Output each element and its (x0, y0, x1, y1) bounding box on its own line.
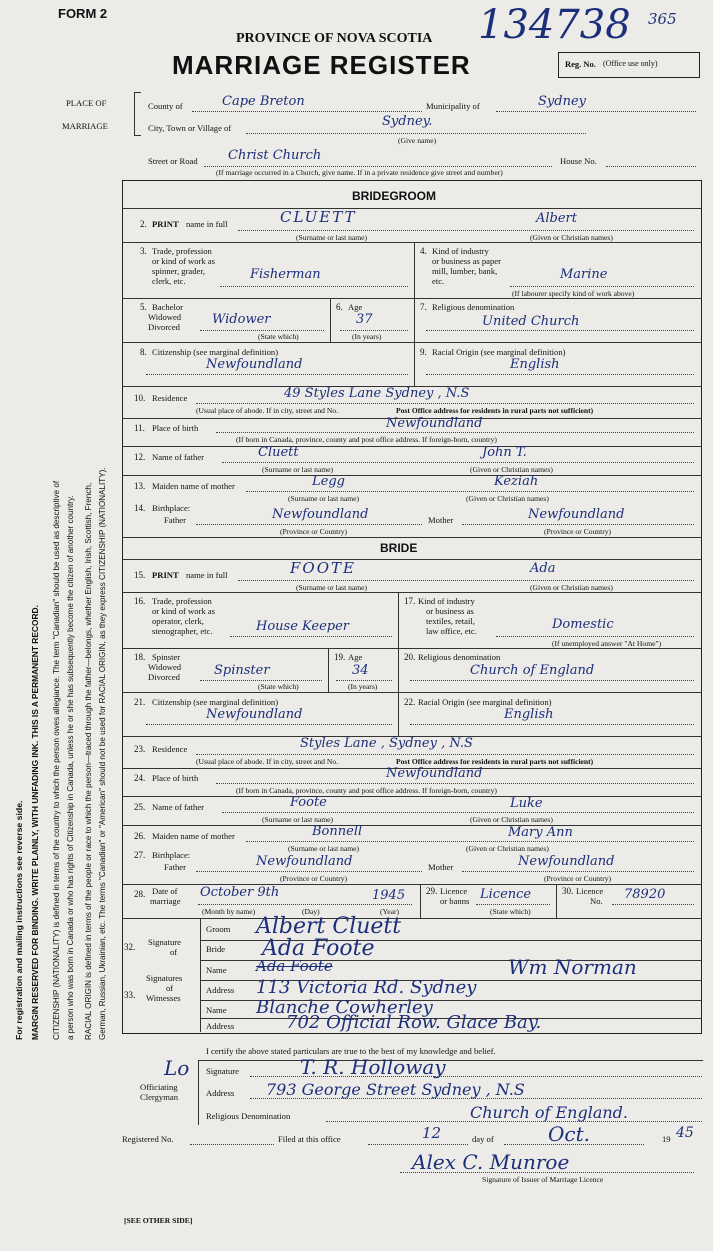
groom-father-surname: Cluett (258, 445, 299, 460)
street-value: Christ Church (228, 148, 322, 163)
bride-mother-surname: Bonnell (312, 824, 363, 839)
reg-no-note: (Office use only) (603, 59, 658, 68)
groom-signature: Albert Cluett (256, 914, 402, 939)
house-label: House No. (560, 156, 597, 166)
municipality-label: Municipality of (426, 101, 480, 111)
certify-text: I certify the above stated particulars are true to the best of my knowledge and belief. (206, 1046, 496, 1056)
groom-residence: 49 Styles Lane Sydney , N.S (284, 386, 470, 401)
give-name-note: (Give name) (398, 136, 437, 145)
bride-struck-signature: Ada Foote (256, 957, 333, 975)
groom-age: 37 (356, 312, 373, 327)
bride-section-title: BRIDE (380, 541, 418, 555)
bride-given: Ada (530, 561, 556, 576)
groom-birthplace: Newfoundland (386, 416, 483, 431)
side-note-citizenship-2: a person who was born in Canada or who has rights of Citizenship in Canada, unless he or she has subsequently become the citizen of another country. (66, 495, 75, 1040)
licence-number: 78920 (624, 887, 666, 902)
groom-religion: United Church (482, 314, 580, 329)
bride-mother-birthplace: Newfoundland (518, 854, 615, 869)
issuer-signature: Alex C. Munroe (412, 1150, 570, 1174)
licence-type: Licence (480, 887, 532, 902)
bride-age: 34 (352, 663, 369, 678)
bridegroom-section-title: BRIDEGROOM (352, 189, 436, 203)
place-of-label: PLACE OF (66, 98, 107, 108)
groom-given: Albert (536, 211, 577, 226)
witness2-name: Blanche Cowherley (256, 997, 433, 1018)
province-title: PROVINCE OF NOVA SCOTIA (236, 31, 433, 46)
street-label: Street or Road (148, 156, 198, 166)
groom-mother-surname: Legg (312, 474, 345, 489)
side-note-instructions: For registration and mailing instructions see reverse side. (14, 800, 24, 1040)
bride-industry: Domestic (552, 617, 614, 632)
reg-no-label: Reg. No. (565, 59, 596, 69)
reg-no-box (558, 52, 700, 78)
see-other-side: [SEE OTHER SIDE] (124, 1216, 193, 1225)
bride-father-surname: Foote (290, 795, 327, 810)
marriage-year: 1945 (372, 888, 406, 903)
side-note-margin: MARGIN RESERVED FOR BINDING. WRITE PLAINLY, WITH UNFADING INK. THIS IS A PERMANENT RECORD. (30, 605, 40, 1040)
bride-signature: Ada Foote (262, 936, 375, 961)
bride-father-given: Luke (510, 796, 543, 811)
bride-surname: FOOTE (290, 559, 356, 577)
clergy-address: 793 George Street Sydney , N.S (266, 1080, 525, 1099)
witness2-address: 702 Official Row. Glace Bay. (286, 1012, 542, 1033)
clergy-signature: T. R. Holloway (300, 1055, 446, 1079)
bride-citizenship: Newfoundland (206, 707, 303, 722)
margin-mark: Lo (164, 1056, 190, 1080)
filed-year: 45 (676, 1125, 694, 1141)
clergy-denomination: Church of England. (470, 1103, 629, 1122)
city-value: Sydney. (382, 114, 433, 129)
bride-birthplace: Newfoundland (386, 766, 483, 781)
groom-status: Widower (212, 312, 271, 327)
form-label: FORM 2 (58, 6, 108, 21)
filed-label: Filed at this office (278, 1134, 341, 1144)
register-number-small: 365 (648, 10, 677, 28)
bride-status: Spinster (214, 663, 270, 678)
registered-no-label: Registered No. (122, 1134, 174, 1144)
groom-trade: Fisherman (250, 267, 321, 282)
bride-trade: House Keeper (256, 619, 350, 634)
county-label: County of (148, 101, 183, 111)
side-note-citizenship-1: CITIZENSHIP (NATIONALITY) is defined in terms of the country to which the person owes allegiance. The term "Canadian" should be used as descriptive of (52, 480, 61, 1040)
page-title: MARRIAGE REGISTER (172, 50, 471, 80)
bride-religion: Church of England (470, 663, 595, 678)
groom-racial-origin: English (510, 357, 560, 372)
place-bracket (134, 92, 141, 136)
bride-residence: Styles Lane , Sydney , N.S (300, 736, 473, 751)
municipality-value: Sydney (538, 94, 586, 109)
city-label: City, Town or Village of (148, 123, 232, 133)
groom-mother-birthplace: Newfoundland (528, 507, 625, 522)
county-value: Cape Breton (222, 94, 305, 109)
marriage-month-day: October 9th (200, 885, 280, 900)
register-number: 134738 (478, 2, 631, 48)
marriage-label: MARRIAGE (62, 121, 108, 131)
groom-father-given: John T. (482, 445, 527, 460)
groom-industry: Marine (560, 267, 608, 282)
witness1-name: Wm Norman (508, 955, 637, 979)
filed-day: 12 (422, 1124, 442, 1142)
groom-surname: CLUETT (280, 208, 357, 226)
bride-mother-given: Mary Ann (508, 825, 573, 840)
groom-citizenship: Newfoundland (206, 357, 303, 372)
filed-month: Oct. (548, 1122, 590, 1146)
bride-father-birthplace: Newfoundland (256, 854, 353, 869)
groom-mother-given: Keziah (494, 474, 539, 489)
issuer-label: Signature of Issuer of Marriage Licence (482, 1175, 604, 1184)
groom-father-birthplace: Newfoundland (272, 507, 369, 522)
bride-racial-origin: English (504, 707, 554, 722)
witness1-address: 113 Victoria Rd. Sydney (256, 977, 477, 998)
street-note: (If marriage occurred in a Church, give name. If in a private residence give street and number) (216, 168, 503, 177)
side-note-racial-1: RACIAL ORIGIN is defined in terms of the people or race to which the person—traced through the father—belongs, whether English, Irish, Scottish, French, (84, 482, 93, 1040)
side-note-racial-2: German, Russian, Ukrainian, etc. The terms "Canadian" or "American" should not be used for RACIAL ORIGIN, as they express CITIZENSHIP (NATIONALITY). (98, 467, 107, 1040)
